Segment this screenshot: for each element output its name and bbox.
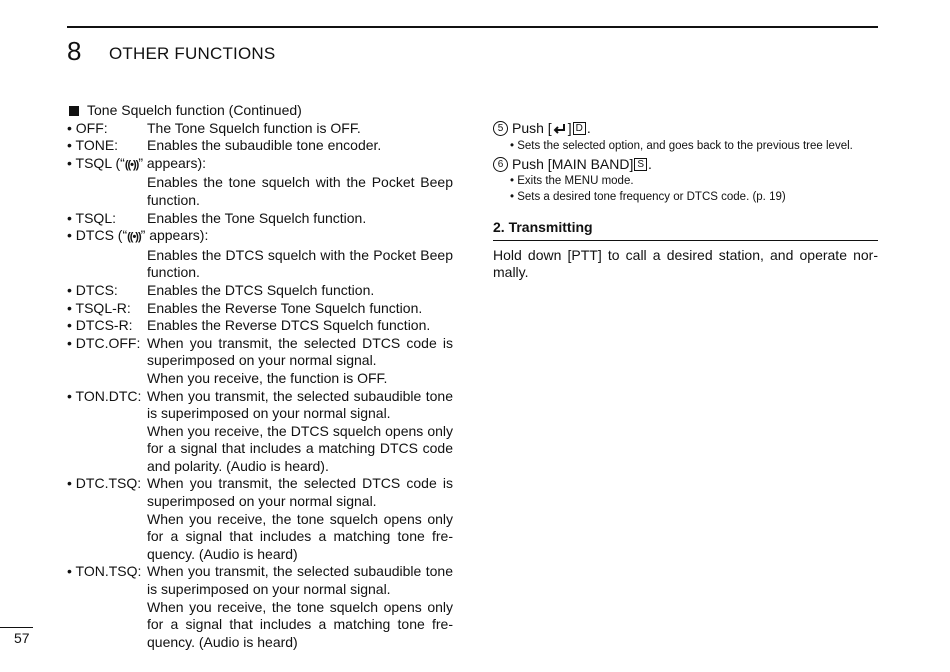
entry-dtc-tsq [67, 475, 453, 563]
entry-tsql-beep-term [67, 155, 453, 175]
desc-line: When you receive, the tone squelch opens only for a signal that includes a matching tone fre-quency. (Audio is heard) [147, 510, 453, 562]
desc-line: When you transmit, the selected DTCS code is superimposed on your normal signal. [147, 334, 453, 369]
right-column [493, 120, 878, 282]
desc-ton-tsq [147, 563, 453, 651]
term-dtc-tsq: • DTC.TSQ: [67, 475, 142, 492]
key-s-box: S [634, 158, 647, 171]
desc-line: When you receive, the DTCS squelch opens only for a signal that includes a matching DTCS code and polarity. (Audio is heard). [147, 422, 453, 474]
entry-ton-dtc [67, 388, 453, 476]
desc-line: When you receive, the tone squelch opens only for a signal that includes a matching tone fre-quency. (Audio is heard) [147, 598, 453, 650]
step-5: 5 Push [ ] D . [493, 120, 878, 138]
desc-tsql-beep: Enables the tone squelch with the Pocket Beep function. [147, 174, 453, 208]
square-bullet-icon [69, 106, 79, 116]
step-number-circle: 6 [493, 157, 508, 172]
entry-tsql [67, 210, 453, 228]
step-text: Push [MAIN BAND] [512, 155, 634, 172]
desc-dtc-tsq [147, 475, 453, 563]
term-prefix: • DTCS (“ [67, 227, 128, 244]
entry-dtcs [67, 282, 453, 300]
desc-tone: Enables the subaudible tone encoder. [147, 137, 382, 154]
desc-ton-dtc [147, 388, 453, 476]
desc-dtcs: Enables the DTCS Squelch function. [147, 281, 375, 298]
left-column [67, 102, 453, 651]
transmitting-body: Hold down [PTT] to call a desired station, and operate nor-mally. [493, 246, 878, 281]
term-ton-dtc: • TON.DTC: [67, 387, 142, 404]
transmitting-heading: 2. Transmitting [493, 219, 878, 241]
entry-tsql-r [67, 300, 453, 318]
step-6 [493, 156, 878, 174]
desc-tsql-r: Enables the Reverse Tone Squelch function. [147, 299, 423, 316]
step-end: . [648, 155, 652, 172]
entry-dtc-off [67, 335, 453, 388]
desc-tsql: Enables the Tone Squelch function. [147, 209, 367, 226]
term-prefix: • TSQL (“ [67, 154, 125, 171]
term-dtcs: • DTCS: [67, 281, 118, 298]
step-5-note: • Sets the selected option, and goes back to the previous tree level. [510, 139, 853, 152]
desc-dtc-off [147, 335, 453, 388]
term-tsql: • TSQL: [67, 209, 116, 226]
term-off: • OFF: [67, 119, 108, 136]
section-title: Tone Squelch function (Continued) [87, 102, 302, 118]
chapter-title: OTHER FUNCTIONS [109, 44, 276, 63]
step-text: Push [ [512, 120, 552, 136]
term-suffix: ” appears): [140, 227, 209, 244]
desc-line: When you transmit, the selected DTCS code is superimposed on your normal signal. [147, 475, 453, 510]
top-rule [67, 26, 878, 28]
entry-dtcs-beep-term [67, 227, 453, 247]
desc-line: When you transmit, the selected subaudible tone is superimposed on your normal signal. [147, 387, 453, 422]
desc-dtcs-beep: Enables the DTCS squelch with the Pocket Beep function. [147, 246, 453, 281]
pocket-beep-icon: ((•)) [124, 158, 139, 171]
step-6-note: • Sets a desired tone frequency or DTCS code. (p. 19) [510, 191, 786, 204]
term-dtcs-r: • DTCS-R: [67, 317, 133, 334]
desc-off: The Tone Squelch function is OFF. [147, 119, 361, 136]
term-ton-tsq: • TON.TSQ: [67, 563, 142, 580]
page-number: 57 [14, 630, 30, 646]
chapter-number: 8 [67, 36, 82, 66]
term-dtc-off: • DTC.OFF: [67, 334, 141, 351]
desc-line: When you transmit, the selected subaudible tone is superimposed on your normal signal. [147, 563, 453, 598]
section-heading [67, 102, 453, 120]
term-tsql-r: • TSQL-R: [67, 299, 131, 316]
step-number-circle: 5 [493, 121, 508, 136]
entry-off [67, 120, 453, 138]
entry-dtcs-r [67, 317, 453, 335]
page-number-rule [0, 627, 33, 628]
pocket-beep-icon: ((•)) [127, 231, 141, 244]
term-tone: • TONE: [67, 137, 119, 154]
key-d-box: D [573, 122, 586, 135]
step-6-note: • Exits the MENU mode. [510, 175, 634, 188]
term-suffix: ” appears): [138, 154, 207, 171]
entry-tone [67, 137, 453, 155]
desc-line: When you receive, the function is OFF. [147, 369, 388, 386]
entry-ton-tsq [67, 563, 453, 651]
desc-dtcs-r: Enables the Reverse DTCS Squelch function. [147, 317, 431, 334]
enter-key-icon [553, 123, 567, 135]
